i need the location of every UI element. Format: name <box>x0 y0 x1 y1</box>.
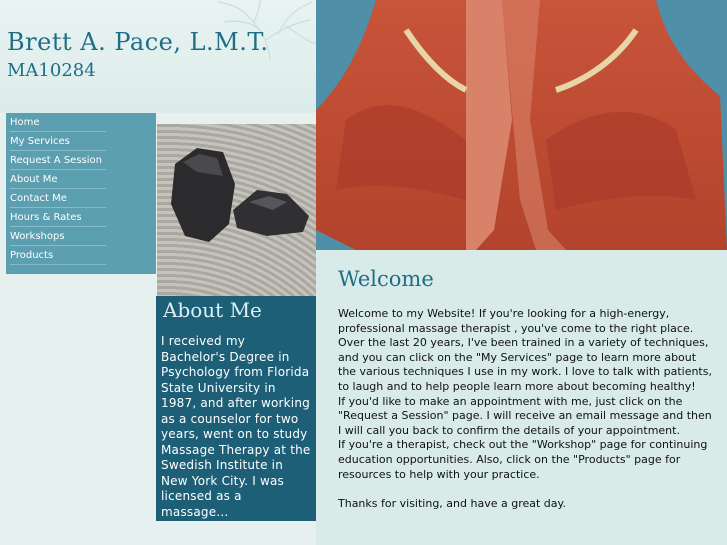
site-name: Brett A. Pace, L.M.T. <box>7 28 269 56</box>
welcome-paragraph: If you'd like to make an appointment with me, just click on the "Request a Session" page. I will receive an email message and then I will call you back to confirm the details of your appointment. <box>338 394 712 437</box>
about-me-text: I received my Bachelor's Degree in Psychology from Florida State University in 1987, and after working as a counselor for two years, went on to study Massage Therapy at the Swedish Institute in New York City. I was licensed as a massage... <box>161 334 311 519</box>
welcome-heading: Welcome <box>338 267 434 291</box>
welcome-paragraph: If you're a therapist, check out the "Workshop" page for continuing education opportunities. Also, click on the "Products" page for resources to help with your practice. <box>338 438 708 481</box>
nav-item-about-me[interactable]: About Me <box>10 170 106 189</box>
main-navigation <box>6 113 156 274</box>
paragraph-spacer <box>338 482 713 497</box>
nav-item-request-a-session[interactable]: Request A Session <box>10 151 106 170</box>
nav-item-my-services[interactable]: My Services <box>10 132 106 151</box>
about-me-panel <box>156 296 316 521</box>
welcome-paragraph: Welcome to my Website! If you're looking for a high-energy, professional massage therapist , you've come to the right place. Over the last 20 years, I've been trained in a variety of techniques, and you can click on the "My Services" page to learn more about the various techniques I use in my work. I love to talk with patients, to laugh and to help people learn more about becoming healthy! <box>338 307 712 393</box>
back-muscles-illustration <box>316 0 727 250</box>
nav-item-hours-rates[interactable]: Hours & Rates <box>10 208 106 227</box>
nav-item-products[interactable]: Products <box>10 246 106 265</box>
about-me-heading: About Me <box>163 298 262 322</box>
welcome-section <box>316 250 727 545</box>
license-number: MA10284 <box>7 60 96 81</box>
nav-item-home[interactable]: Home <box>10 113 106 132</box>
welcome-paragraph: Thanks for visiting, and have a great day. <box>338 496 566 510</box>
nav-item-workshops[interactable]: Workshops <box>10 227 106 246</box>
nav-item-contact-me[interactable]: Contact Me <box>10 189 106 208</box>
zen-stones-photo <box>157 124 316 296</box>
back-muscles-photo <box>316 0 727 250</box>
welcome-body <box>338 307 713 511</box>
header <box>0 0 316 113</box>
zen-stones-illustration <box>157 124 316 296</box>
